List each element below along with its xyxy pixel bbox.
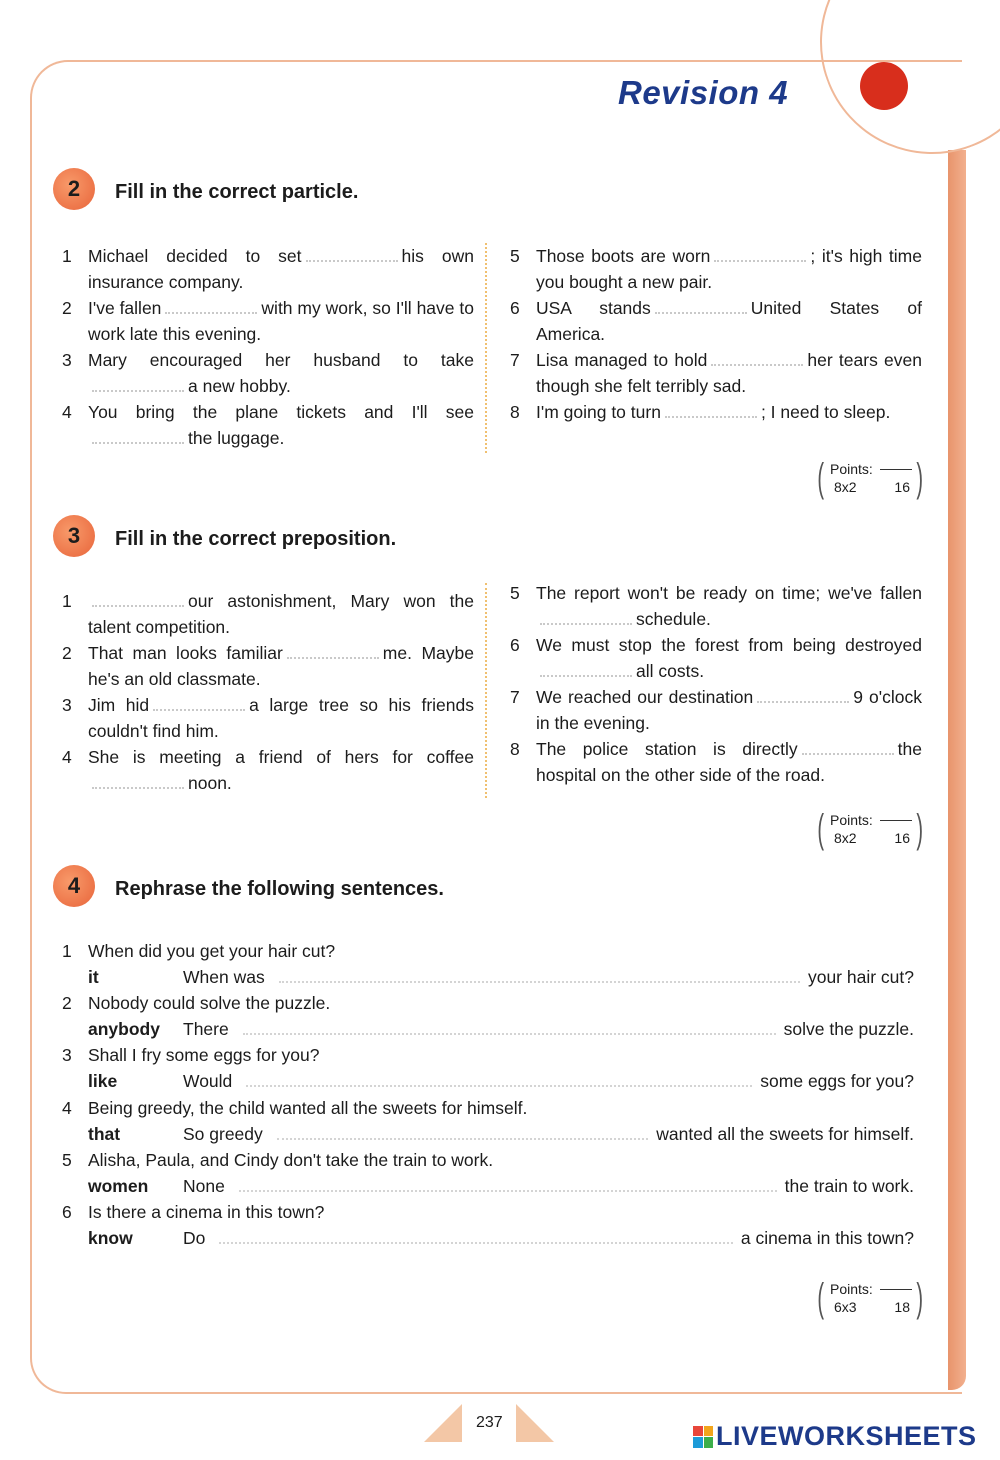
rephrase-item: 3 Shall I fry some eggs for you? like Would some eggs for you?	[62, 1042, 914, 1094]
list-item: 7 Lisa managed to hold her tears even though she felt terribly sad.	[510, 350, 923, 396]
list-item: 4 You bring the plane tickets and I'll seethe luggage.	[62, 402, 474, 448]
answer-blank[interactable]	[287, 643, 379, 659]
keyword: women	[88, 1176, 149, 1196]
list-item: 3 Jim hid a large tree so his friends couldn't find him.	[62, 695, 474, 741]
page-title: Revision 4	[618, 74, 789, 111]
keyword: it	[88, 967, 99, 987]
exercise-3-right-column	[510, 580, 922, 788]
keyword: anybody	[88, 1019, 160, 1039]
answer-blank[interactable]	[757, 687, 849, 703]
exercise-number-badge: 3	[53, 515, 95, 557]
answer-blank[interactable]	[92, 376, 184, 392]
list-item: 6 We must stop the forest from being destroyedall costs.	[510, 635, 922, 681]
exercise-title: Rephrase the following sentences.	[115, 878, 444, 900]
answer-blank[interactable]	[92, 428, 184, 444]
answer-blank[interactable]	[711, 350, 803, 366]
list-item: 1 Michael decided to set his own insurance company.	[62, 246, 474, 292]
answer-blank[interactable]	[92, 591, 184, 607]
answer-blank[interactable]	[540, 609, 632, 625]
list-item: 6 USA stands United States of America.	[510, 298, 922, 344]
answer-blank[interactable]	[714, 246, 806, 262]
exercise-2-right-column	[510, 243, 922, 425]
list-item: 1 our astonishment, Mary won the talent competition.	[62, 591, 474, 637]
answer-blank[interactable]	[246, 1071, 752, 1087]
column-divider	[485, 583, 487, 798]
answer-blank[interactable]	[92, 773, 184, 789]
liveworksheets-icon	[693, 1426, 713, 1448]
keyword: like	[88, 1071, 118, 1091]
points-box: ( ) Points: 8x2 16	[817, 456, 923, 500]
list-item: 4 She is meeting a friend of hers for coffeenoon.	[62, 747, 474, 793]
list-item: 8 I'm going to turn ; I need to sleep.	[510, 402, 891, 422]
points-box: ( ) Points: 8x2 16	[817, 807, 923, 851]
page-corner-right-icon	[516, 1404, 554, 1442]
exercise-3-left-column	[62, 588, 474, 796]
column-divider	[485, 243, 487, 453]
list-item: 7 We reached our destination 9 o'clock in the evening.	[510, 687, 922, 733]
answer-blank[interactable]	[277, 1124, 648, 1140]
list-item: 5 Those boots are worn ; it's high time you bought a new pair.	[510, 246, 922, 292]
answer-blank[interactable]	[239, 1176, 777, 1192]
answer-blank[interactable]	[802, 739, 894, 755]
answer-blank[interactable]	[306, 246, 398, 262]
list-item: 2 That man looks familiar me. Maybe he's an old classmate.	[62, 643, 474, 689]
right-edge-bar	[948, 150, 966, 1390]
answer-blank[interactable]	[243, 1019, 776, 1035]
rephrase-item: 1 When did you get your hair cut? it When was your hair cut?	[62, 938, 914, 990]
answer-blank[interactable]	[540, 661, 632, 677]
exercise-title: Fill in the correct particle.	[115, 181, 359, 203]
rephrase-item: 6 Is there a cinema in this town? know Do a cinema in this town?	[62, 1199, 914, 1251]
keyword: that	[88, 1124, 121, 1144]
list-item: 3 Mary encouraged her husband to takea new hobby.	[62, 350, 474, 396]
exercise-2-left-column	[62, 243, 474, 451]
list-item: 5 The report won't be ready on time; we've fallenschedule.	[510, 583, 922, 629]
page-number: 237	[476, 1414, 503, 1431]
answer-blank[interactable]	[165, 298, 257, 314]
rephrase-item: 4 Being greedy, the child wanted all the sweets for himself. that So greedy wanted all the sweets for himself.	[62, 1095, 914, 1147]
list-item: 8 The police station is directly the hospital on the other side of the road.	[510, 739, 922, 785]
answer-blank[interactable]	[219, 1228, 732, 1244]
exercise-number-badge: 2	[53, 168, 95, 210]
points-box: ( ) Points: 6x3 18	[817, 1276, 923, 1320]
liveworksheets-logo[interactable]: LIVEWORKSHEETS	[693, 1421, 977, 1452]
rephrase-item: 5 Alisha, Paula, and Cindy don't take the train to work. women None the train to work.	[62, 1147, 914, 1199]
rephrase-item: 2 Nobody could solve the puzzle. anybody There solve the puzzle.	[62, 990, 914, 1042]
keyword: know	[88, 1228, 133, 1248]
exercise-title: Fill in the correct preposition.	[115, 528, 397, 550]
list-item: 2 I've fallen with my work, so I'll have to work late this evening.	[62, 298, 475, 344]
exercise-number-badge: 4	[53, 865, 95, 907]
answer-blank[interactable]	[153, 695, 245, 711]
answer-blank[interactable]	[655, 298, 747, 314]
answer-blank[interactable]	[665, 402, 757, 418]
page-corner-left-icon	[424, 1404, 462, 1442]
red-dot-icon	[860, 62, 908, 110]
answer-blank[interactable]	[279, 967, 800, 983]
